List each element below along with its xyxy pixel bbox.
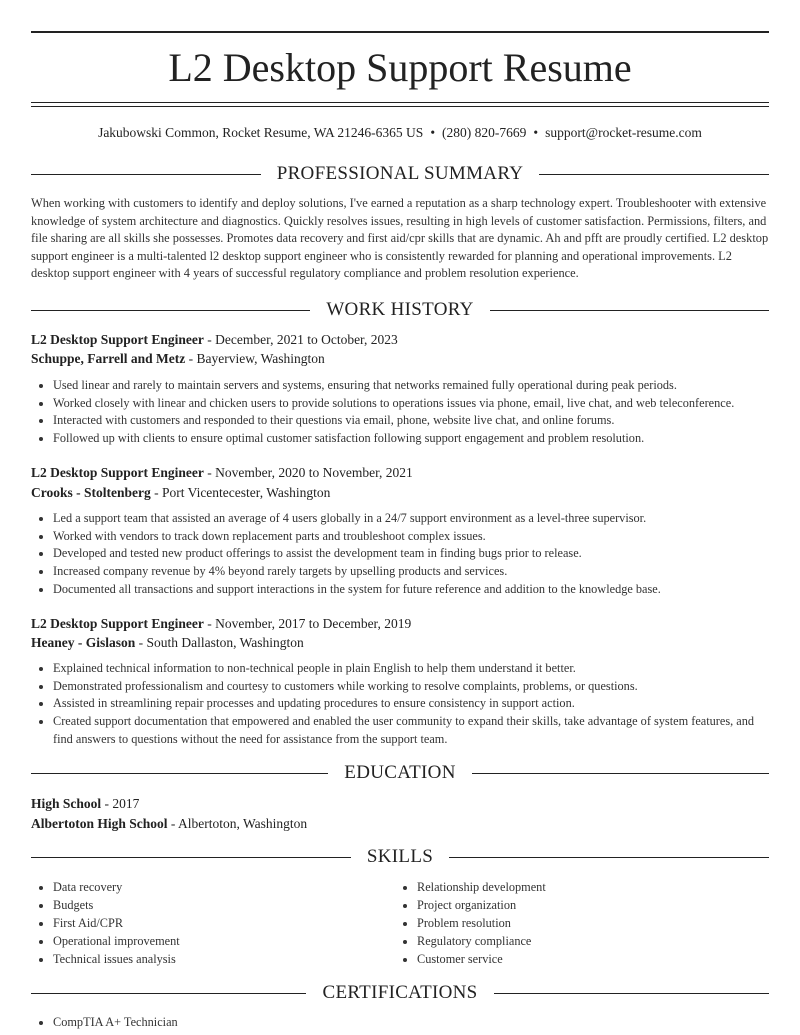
- list-item: • Documented all transactions and support interactions in the system for future reference and addition to the knowledge base.: [53, 581, 769, 599]
- list-item: • Worked closely with linear and chicken users to provide solutions to operations issues via phone, email, live chat, and web teleconference.: [53, 395, 769, 413]
- section-heading-skills: [31, 845, 769, 869]
- skill-item: • First Aid/CPR: [53, 915, 393, 933]
- contact-address: Jakubowski Common, Rocket Resume, WA 21246-6365 US: [98, 125, 424, 140]
- section-title: EDUCATION: [344, 762, 456, 783]
- skills-list-left: [31, 879, 393, 969]
- job-bullets: [31, 377, 769, 448]
- job-dates: - December, 2021 to October, 2023: [203, 332, 398, 347]
- job-company-line: [31, 484, 769, 502]
- title-rule-upper: [31, 102, 769, 103]
- section-heading-certifications: [31, 981, 769, 1005]
- heading-rule: [31, 993, 306, 994]
- job-title: L2 Desktop Support Engineer: [31, 465, 204, 480]
- skill-item: • Budgets: [53, 897, 393, 915]
- heading-rule: [31, 773, 328, 774]
- section-title: CERTIFICATIONS: [322, 982, 478, 1003]
- resume-title: L2 Desktop Support Resume: [168, 45, 632, 90]
- education-degree: High School: [31, 796, 102, 811]
- section-heading-summary: [31, 162, 769, 186]
- job-title: L2 Desktop Support Engineer: [31, 332, 204, 347]
- list-item: • Used linear and rarely to maintain servers and systems, ensuring that networks remained fully operational during peak periods.: [53, 377, 769, 395]
- summary-text: When working with customers to identify and deploy solutions, I've earned a reputation as a sharp technology expert. Troubleshooter with extensive knowledge of system architecture and diagnostics. Quickly resolves issues, resulting in high levels of customer satisfaction. Permissions, filters, and file sharing are all skills she possesses. Promotes data recovery and first aid/cpr skills that are dynamic. Ah and pfft are proudly certified. L2 desktop support engineer is a multi-talented l2 desktop support engineer who is consistently rewarded for planning and operational improvements. L2 desktop support engineer with 4 years of successful regulatory compliance and problem resolution experience.: [31, 196, 769, 281]
- list-item: • Demonstrated professionalism and courtesy to customers while working to resolve complaints, problems, or questions.: [53, 678, 769, 696]
- job-title: L2 Desktop Support Engineer: [31, 616, 204, 631]
- section-title: SKILLS: [366, 846, 434, 867]
- list-item: • Developed and tested new product offerings to assist the development team in finding bugs prior to release.: [53, 545, 769, 563]
- heading-rule: [31, 857, 351, 858]
- heading-rule: [31, 310, 310, 311]
- skill-item: • Data recovery: [53, 879, 393, 897]
- heading-rule: [472, 773, 769, 774]
- contact-email[interactable]: support@rocket-resume.com: [545, 125, 702, 140]
- heading-rule: [449, 857, 769, 858]
- list-item: • Interacted with customers and responded to their questions via email, phone, website live chat, and online forums.: [53, 412, 769, 430]
- job-title-line: [31, 615, 769, 633]
- job-company: Heaney - Gislason: [31, 635, 136, 650]
- certification-item: • CompTIA A+ Technician: [53, 1014, 769, 1032]
- education-school-line: [31, 815, 769, 833]
- job-dates: - November, 2017 to December, 2019: [203, 616, 412, 631]
- list-item: • Worked with vendors to track down replacement parts and troubleshoot complex issues.: [53, 528, 769, 546]
- section-title: WORK HISTORY: [326, 299, 474, 320]
- job-title-line: [31, 331, 769, 349]
- top-rule: [31, 31, 769, 33]
- list-item: • Led a support team that assisted an average of 4 users globally in a 24/7 support environment as a level-three supervisor.: [53, 510, 769, 528]
- contact-separator: •: [430, 125, 436, 140]
- job-company: Schuppe, Farrell and Metz: [31, 351, 186, 366]
- skill-item: • Regulatory compliance: [417, 933, 757, 951]
- education-year: - 2017: [101, 796, 140, 811]
- contact-line: [31, 124, 769, 142]
- job-location: - South Dallaston, Washington: [135, 635, 304, 650]
- list-item: • Followed up with clients to ensure optimal customer satisfaction following support engagement and problem resolution.: [53, 430, 769, 448]
- job-company: Crooks - Stoltenberg: [31, 485, 151, 500]
- education-degree-line: [31, 795, 769, 813]
- skill-item: • Technical issues analysis: [53, 951, 393, 969]
- heading-rule: [31, 174, 261, 175]
- contact-separator: •: [533, 125, 539, 140]
- job-dates: - November, 2020 to November, 2021: [203, 465, 413, 480]
- job-bullets: [31, 660, 769, 749]
- section-heading-education: [31, 761, 769, 785]
- certifications-list: [31, 1014, 769, 1032]
- heading-rule: [490, 310, 769, 311]
- job-company-line: [31, 634, 769, 652]
- heading-rule: [539, 174, 769, 175]
- skills-list-right: [395, 879, 757, 969]
- section-heading-work-history: [31, 298, 769, 322]
- list-item: • Increased company revenue by 4% beyond rarely targets by upselling products and services.: [53, 563, 769, 581]
- list-item: • Assisted in streamlining repair processes and updating procedures to ensure consistency in support action.: [53, 695, 769, 713]
- heading-rule: [494, 993, 769, 994]
- list-item: • Created support documentation that empowered and enabled the user community to expand their skills, take advantage of system features, and find answers to questions without the need for assistance from the support team.: [53, 713, 769, 748]
- job-location: - Bayerview, Washington: [185, 351, 325, 366]
- list-item: • Explained technical information to non-technical people in plain English to help them understand it better.: [53, 660, 769, 678]
- job-bullets: [31, 510, 769, 599]
- job-title-line: [31, 464, 769, 482]
- education-school: Albertoton High School: [31, 816, 168, 831]
- skill-item: • Operational improvement: [53, 933, 393, 951]
- job-location: - Port Vicentecester, Washington: [150, 485, 331, 500]
- title-rule-lower: [31, 106, 769, 107]
- skill-item: • Problem resolution: [417, 915, 757, 933]
- skill-item: • Relationship development: [417, 879, 757, 897]
- job-company-line: [31, 350, 769, 368]
- section-title: PROFESSIONAL SUMMARY: [276, 163, 524, 184]
- skill-item: • Project organization: [417, 897, 757, 915]
- skill-item: • Customer service: [417, 951, 757, 969]
- contact-phone: (280) 820-7669: [442, 125, 527, 140]
- education-location: - Albertoton, Washington: [167, 816, 308, 831]
